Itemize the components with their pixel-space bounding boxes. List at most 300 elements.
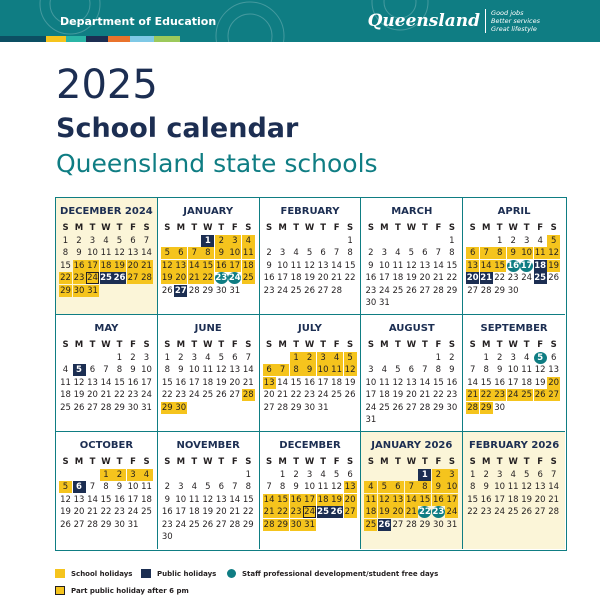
day-cell-staff-day: 23: [215, 273, 228, 284]
day-cell-school-holiday: 14: [263, 494, 275, 505]
day-cell: 20: [87, 390, 98, 401]
day-cell: 31: [141, 402, 152, 413]
weekday-label: T: [523, 457, 530, 467]
day-cell: 19: [304, 273, 315, 284]
day-cell: 17: [141, 377, 152, 388]
weekday-label: S: [164, 457, 171, 467]
weekday-label: S: [143, 340, 150, 350]
month-name: DECEMBER 2024: [60, 206, 153, 217]
day-cell-public-holiday: 1: [418, 469, 431, 481]
day-cell: 22: [161, 390, 173, 401]
day-cell: 25: [188, 519, 200, 530]
weekday-label: S: [469, 340, 476, 350]
day-cell: 1: [435, 353, 442, 363]
day-cell: 27: [215, 519, 227, 530]
day-cell: 1: [164, 353, 170, 363]
day-cell-school-holiday: 3: [127, 469, 140, 481]
day-cell-staff-day: 22: [418, 507, 431, 518]
weekday-label: S: [164, 340, 171, 350]
day-cell-school-holiday: 31: [304, 519, 315, 530]
day-cell-school-holiday: 13: [467, 260, 479, 271]
day-cell: 23: [304, 390, 315, 401]
day-cell: 21: [229, 507, 241, 518]
day-cell: 25: [60, 402, 71, 413]
day-cell: 16: [114, 494, 125, 505]
day-cell: 12: [114, 248, 125, 259]
day-cell: 30: [446, 402, 458, 413]
weekday-label: T: [320, 223, 326, 233]
day-cell: 23: [365, 285, 377, 296]
day-cell: 13: [534, 482, 546, 493]
day-cell: 18: [331, 377, 342, 388]
day-cell-school-holiday: 14: [188, 260, 200, 271]
weekday-label: S: [448, 340, 455, 350]
day-cell: 9: [496, 365, 503, 376]
day-cell-school-holiday: 24: [507, 390, 519, 401]
day-cell: 29: [242, 519, 254, 530]
department-name: Department of Education: [60, 15, 217, 28]
day-cell: 7: [266, 482, 272, 493]
day-cell-school-holiday: 1: [100, 469, 113, 481]
day-cell-school-holiday: 24: [87, 273, 98, 284]
day-cell-public-holiday: 26: [113, 273, 126, 284]
day-cell: 31: [446, 519, 458, 530]
day-cell: 14: [419, 377, 431, 388]
day-cell-school-holiday: 27: [344, 507, 356, 518]
day-cell: 29: [100, 519, 112, 530]
day-cell: 15: [480, 377, 492, 388]
day-cell: 21: [100, 390, 112, 401]
day-cell: 28: [277, 402, 288, 413]
day-cell: 20: [317, 273, 329, 284]
weekday-label: S: [347, 457, 354, 467]
day-cell: 26: [202, 519, 214, 530]
day-cell: 19: [405, 273, 417, 284]
day-cell: 17: [507, 377, 519, 388]
day-cell-school-holiday: 19: [548, 260, 560, 271]
month-5: [56, 315, 158, 432]
day-cell-school-holiday: 21: [405, 507, 417, 518]
day-cell-school-holiday: 11: [331, 365, 342, 376]
weekday-label: S: [550, 340, 557, 350]
day-cell-school-holiday: 30: [73, 285, 85, 296]
day-cell-public-holiday: 21: [480, 273, 493, 284]
day-cell-school-holiday: 6: [466, 247, 479, 259]
day-cell-school-holiday: 29: [480, 402, 492, 413]
month-name: NOVEMBER: [176, 440, 240, 451]
day-cell: 10: [127, 482, 139, 493]
day-cell: 14: [277, 377, 288, 388]
color-stripe-6: [130, 36, 154, 42]
weekday-label: F: [333, 457, 340, 467]
day-cell: 7: [550, 470, 557, 480]
weekday-label: T: [218, 223, 225, 233]
weekday-label: T: [116, 340, 123, 350]
weekday-label: F: [435, 223, 442, 233]
day-cell-school-holiday: 24: [304, 507, 315, 518]
day-cell: 18: [392, 273, 404, 284]
weekday-label: W: [203, 457, 213, 467]
day-cell-public-holiday: 26: [330, 507, 343, 518]
day-cell: 22: [290, 390, 302, 401]
day-cell: 18: [188, 507, 200, 518]
day-cell-staff-day: 23: [432, 507, 445, 518]
weekday-label: W: [203, 340, 213, 350]
weekday-label: T: [89, 223, 96, 233]
day-cell: 2: [164, 482, 170, 493]
day-cell-school-holiday: 19: [161, 273, 173, 284]
title-subtitle: Queensland state schools: [56, 149, 378, 178]
day-cell: 10: [507, 365, 519, 376]
day-cell: 4: [62, 365, 69, 376]
day-cell: 7: [435, 248, 442, 259]
day-cell: 18: [521, 377, 533, 388]
day-cell-school-holiday: 7: [480, 247, 493, 259]
month-name: JANUARY: [183, 206, 234, 217]
day-cell-school-holiday: 10: [317, 365, 329, 376]
day-cell: 18: [202, 377, 214, 388]
day-cell: 31: [378, 298, 390, 308]
day-cell-school-holiday: 22: [277, 507, 288, 518]
day-cell-school-holiday: 10: [521, 248, 533, 259]
day-cell: 6: [408, 365, 415, 376]
weekday-label: S: [62, 457, 69, 467]
day-cell: 4: [523, 353, 530, 363]
day-cell-school-holiday: 12: [378, 494, 390, 505]
day-cell: 16: [263, 273, 275, 284]
day-cell: 18: [290, 273, 302, 284]
day-cell: 25: [141, 507, 152, 518]
day-cell: 19: [521, 494, 533, 505]
day-cell: 6: [422, 248, 428, 259]
day-cell-school-holiday: 30: [290, 519, 302, 530]
day-cell: 14: [432, 260, 444, 271]
day-cell: 16: [365, 273, 377, 284]
day-cell: 28: [100, 402, 112, 413]
month-3: [361, 198, 463, 315]
day-cell-school-holiday: 21: [188, 273, 200, 284]
day-cell: 30: [304, 402, 315, 413]
weekday-label: W: [406, 340, 417, 350]
day-cell: 2: [76, 236, 82, 246]
weekday-label: M: [74, 457, 84, 467]
day-cell-school-holiday: 8: [418, 481, 431, 493]
weekday-label: M: [176, 340, 186, 350]
day-cell: 19: [60, 507, 71, 518]
day-cell: 21: [87, 507, 98, 518]
day-cell: 19: [392, 390, 404, 401]
day-cell-school-holiday: 5: [547, 235, 560, 247]
day-cell: 24: [494, 507, 506, 518]
day-cell-school-holiday: 6: [174, 247, 187, 259]
day-cell: 26: [548, 273, 560, 284]
day-cell-school-holiday: 31: [87, 285, 98, 296]
weekday-label: S: [62, 340, 69, 350]
day-cell: 8: [245, 482, 251, 493]
day-cell-school-holiday: 14: [480, 260, 492, 271]
day-cell: 27: [405, 402, 417, 413]
day-cell-school-holiday: 4: [140, 469, 153, 481]
day-cell: 17: [277, 273, 288, 284]
day-cell: 28: [432, 285, 444, 296]
day-cell: 8: [103, 482, 109, 493]
day-cell: 28: [480, 285, 492, 296]
day-cell: 24: [188, 390, 200, 401]
weekday-label: S: [347, 223, 354, 233]
day-cell: 14: [100, 377, 112, 388]
day-cell: 31: [229, 285, 241, 296]
day-cell: 11: [188, 494, 200, 505]
weekday-label: M: [481, 223, 491, 233]
day-cell: 23: [127, 390, 139, 401]
day-cell: 13: [317, 260, 329, 271]
day-cell: 27: [419, 285, 431, 296]
day-cell: 27: [263, 402, 275, 413]
day-cell: 30: [365, 298, 377, 308]
day-cell: 10: [141, 365, 152, 376]
day-cell: 22: [432, 390, 444, 401]
day-cell: 18: [60, 390, 71, 401]
day-cell-staff-day: 17: [520, 260, 533, 271]
day-cell-school-holiday: 25: [521, 390, 533, 401]
weekday-label: T: [394, 457, 401, 467]
day-cell: 5: [218, 353, 224, 363]
day-cell: 16: [175, 377, 187, 388]
day-cell: 28: [87, 519, 98, 530]
day-cell: 4: [510, 470, 516, 480]
day-cell-school-holiday: 29: [277, 519, 288, 530]
day-cell: 3: [306, 470, 313, 480]
day-cell: 3: [191, 353, 197, 363]
day-cell: 1: [347, 236, 353, 246]
weekday-label: T: [89, 340, 96, 350]
day-cell-school-holiday: 18: [317, 494, 329, 505]
day-cell: 25: [202, 390, 214, 401]
day-cell-school-holiday: 29: [161, 402, 173, 413]
color-stripe-1: [0, 36, 46, 42]
day-cell: 14: [141, 248, 152, 259]
day-cell: 6: [218, 482, 224, 493]
day-cell: 15: [432, 377, 444, 388]
weekday-label: F: [231, 457, 238, 467]
legend-swatch-navy: [141, 569, 151, 578]
day-cell: 11: [141, 482, 152, 493]
day-cell-school-holiday: 13: [392, 494, 404, 505]
day-cell-school-holiday: 20: [175, 273, 187, 284]
day-cell: 30: [494, 402, 506, 413]
weekday-label: W: [304, 340, 315, 350]
day-cell: 23: [161, 519, 173, 530]
weekday-label: T: [394, 223, 401, 233]
day-cell: 11: [392, 260, 404, 271]
day-cell-school-holiday: 28: [263, 519, 275, 530]
day-cell: 3: [523, 236, 530, 246]
legend-label-public-holidays: Public holidays: [157, 569, 217, 578]
day-cell: 27: [467, 285, 479, 296]
weekday-label: S: [448, 223, 455, 233]
weekday-label: T: [496, 340, 503, 350]
day-cell: 1: [116, 353, 123, 363]
day-cell-school-holiday: 27: [127, 273, 139, 284]
weekday-label: M: [380, 223, 389, 233]
day-cell-school-holiday: 15: [277, 494, 288, 505]
day-cell: 9: [449, 365, 455, 376]
day-cell: 2: [496, 353, 503, 363]
day-cell-school-holiday: 13: [344, 482, 356, 493]
day-cell-school-holiday: 29: [60, 285, 71, 296]
day-cell-school-holiday: 22: [202, 273, 214, 284]
day-cell: 1: [496, 236, 503, 246]
day-cell: 14: [242, 365, 254, 376]
weekday-label: T: [421, 340, 428, 350]
color-stripe-3: [66, 36, 86, 42]
day-cell: 9: [483, 482, 489, 493]
weekday-label: F: [537, 223, 544, 233]
day-cell: 15: [161, 377, 173, 388]
day-cell: 9: [164, 494, 170, 505]
day-cell: 7: [422, 365, 428, 376]
day-cell: 20: [534, 494, 546, 505]
day-cell: 12: [405, 260, 417, 271]
day-cell: 4: [103, 236, 109, 246]
day-cell-school-holiday: 19: [331, 494, 342, 505]
weekday-label: S: [469, 223, 476, 233]
weekday-label: F: [537, 340, 544, 350]
month-name: JANUARY 2026: [371, 440, 453, 451]
day-cell: 13: [419, 260, 431, 271]
day-cell-school-holiday: 17: [304, 494, 315, 505]
day-cell-school-holiday: 17: [87, 260, 98, 271]
weekday-label: F: [130, 223, 136, 233]
weekday-label: M: [481, 340, 491, 350]
day-cell: 8: [469, 482, 476, 493]
day-cell: 26: [304, 285, 315, 296]
day-cell: 1: [245, 470, 251, 480]
day-cell: 2: [449, 353, 455, 363]
weekday-label: W: [101, 223, 111, 233]
day-cell: 4: [395, 248, 401, 259]
day-cell: 18: [141, 494, 152, 505]
day-cell: 13: [73, 494, 85, 505]
day-cell-school-holiday: 28: [467, 402, 479, 413]
day-cell-school-holiday: 25: [365, 519, 377, 530]
day-cell-school-holiday: 22: [60, 273, 71, 284]
day-cell: 11: [60, 377, 71, 388]
day-cell: 19: [534, 377, 546, 388]
legend-public-holidays: [141, 569, 216, 578]
day-cell: 4: [537, 236, 543, 246]
month-14: [463, 432, 565, 549]
legend-staff-days: [227, 569, 438, 578]
day-cell-staff-day: 16: [507, 260, 520, 271]
day-cell: 12: [73, 377, 85, 388]
day-cell-school-holiday: 23: [73, 273, 85, 284]
day-cell: 3: [143, 353, 150, 363]
day-cell: 11: [317, 482, 329, 493]
day-cell-school-holiday: 17: [229, 260, 241, 271]
day-cell: 15: [242, 494, 254, 505]
weekday-label: T: [320, 457, 326, 467]
day-cell: 1: [469, 470, 476, 480]
legend-part-public: [55, 586, 189, 595]
day-cell: 29: [494, 285, 506, 296]
day-cell: 3: [178, 482, 184, 493]
day-cell: 19: [73, 390, 85, 401]
weekday-label: S: [469, 457, 476, 467]
day-cell: 10: [365, 377, 377, 388]
day-cell-school-holiday: 23: [494, 390, 506, 401]
day-cell: 24: [277, 285, 288, 296]
day-cell-school-holiday: 14: [405, 494, 417, 505]
day-cell: 6: [89, 365, 96, 376]
day-cell: 6: [320, 248, 326, 259]
day-cell-school-holiday: 5: [161, 247, 174, 259]
day-cell-school-holiday: 4: [330, 352, 343, 364]
month-name: JULY: [298, 323, 322, 334]
weekday-label: T: [293, 223, 299, 233]
day-cell-school-holiday: 20: [127, 260, 139, 271]
weekday-label: T: [421, 457, 428, 467]
day-cell: 17: [127, 494, 139, 505]
day-cell-school-holiday: 27: [548, 390, 560, 401]
day-cell: 5: [408, 248, 415, 259]
day-cell-school-holiday: 19: [378, 507, 390, 518]
day-cell: 18: [378, 390, 390, 401]
month-11: [158, 432, 260, 549]
day-cell: 9: [116, 482, 123, 493]
day-cell: 13: [405, 377, 417, 388]
day-cell-school-holiday: 3: [228, 235, 241, 247]
day-cell-school-holiday: 9: [303, 364, 316, 376]
day-cell: 22: [114, 390, 125, 401]
day-cell-school-holiday: 28: [242, 390, 254, 401]
day-cell: 10: [494, 482, 506, 493]
day-cell-school-holiday: 10: [446, 482, 458, 493]
day-cell-school-holiday: 6: [263, 364, 276, 376]
day-cell-school-holiday: 18: [365, 507, 377, 518]
queensland-logo: [368, 9, 540, 33]
weekday-label: F: [435, 457, 442, 467]
weekday-label: S: [266, 223, 273, 233]
legend-school-holidays: [55, 569, 132, 578]
day-cell: 22: [242, 507, 254, 518]
weekday-label: T: [394, 340, 401, 350]
day-cell: 2: [178, 353, 184, 363]
day-cell-school-holiday: 8: [493, 247, 506, 259]
day-cell: 30: [161, 532, 173, 542]
day-cell-school-holiday: 6: [391, 481, 404, 493]
weekday-label: W: [508, 340, 518, 350]
month-name: FEBRUARY: [280, 206, 340, 217]
day-cell: 21: [242, 377, 254, 388]
weekday-label: M: [278, 457, 287, 467]
day-cell: 24: [175, 519, 187, 530]
weekday-label: S: [550, 223, 557, 233]
weekday-label: S: [245, 340, 252, 350]
day-cell-staff-day: 5: [534, 352, 547, 364]
day-cell: 24: [521, 273, 533, 284]
day-cell-public-holiday: 18: [534, 260, 547, 271]
day-cell: 24: [365, 402, 377, 413]
day-cell-public-holiday: 25: [317, 507, 330, 518]
day-cell: 24: [141, 390, 152, 401]
day-cell: 25: [290, 285, 302, 296]
day-cell: 25: [507, 507, 519, 518]
legend-swatch-teal: [227, 569, 236, 578]
day-cell: 14: [548, 482, 560, 493]
month-name: SEPTEMBER: [480, 323, 548, 334]
weekday-label: F: [231, 223, 238, 233]
